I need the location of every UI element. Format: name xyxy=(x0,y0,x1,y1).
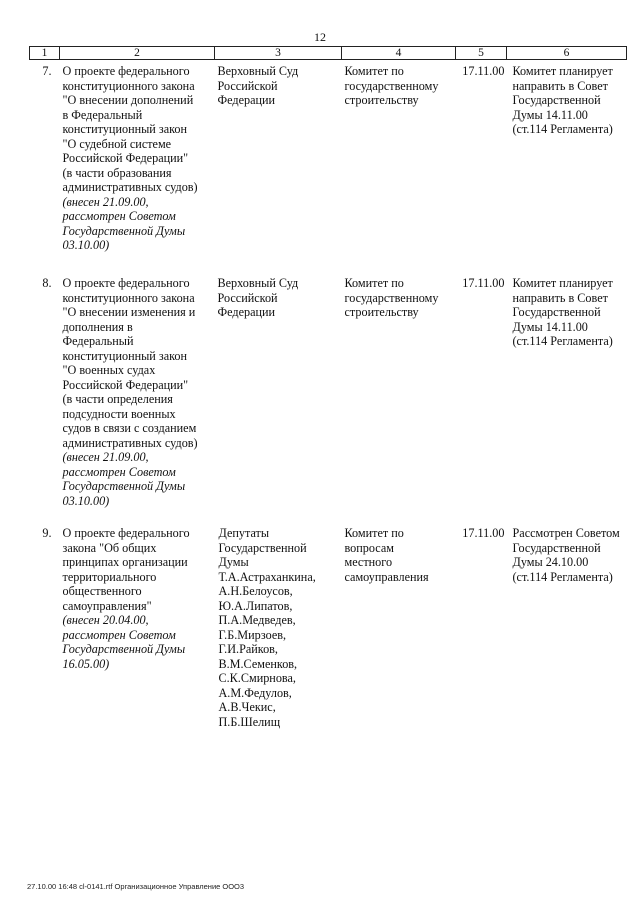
submission-note-line: Государственной Думы xyxy=(62,642,186,656)
cell-text-line: конституционного закона xyxy=(62,78,195,93)
row-number: 8. xyxy=(42,276,52,290)
cell-text-line: местного xyxy=(344,555,393,569)
submission-note-line: рассмотрен Советом xyxy=(62,627,176,642)
submission-note-line: 03.10.00) xyxy=(62,238,110,252)
cell-text-line: общественного xyxy=(62,584,142,598)
cell-text-line: Ю.А.Липатов, xyxy=(218,598,293,613)
cell-text-line: "О судебной системе xyxy=(62,136,172,151)
cell-text-line: П.А.Медведев, xyxy=(218,613,296,627)
cell-text-line: В.М.Семенков, xyxy=(218,656,298,671)
cell-text-line: (ст.114 Регламента) xyxy=(512,122,613,136)
bill-title-cell xyxy=(60,522,215,756)
header-col-6: 6 xyxy=(507,47,627,60)
cell-text-line: Государственной xyxy=(512,540,601,555)
cell-text-line: Г.Б.Мирзоев, xyxy=(218,627,287,642)
row-number: 9. xyxy=(42,526,52,540)
header-row xyxy=(30,47,627,60)
cell-text-line: Думы 14.11.00 xyxy=(512,319,588,334)
cell-text-line: самоуправления xyxy=(344,569,429,584)
committee-cell xyxy=(342,60,456,273)
cell-text-line: вопросам xyxy=(344,540,394,555)
date-cell: 17.11.00 xyxy=(462,64,505,78)
submission-note-line: 16.05.00) xyxy=(62,656,110,671)
cell-text-line: строительству xyxy=(344,305,419,319)
table-header xyxy=(30,47,627,60)
cell-text-line: А.Н.Белоусов, xyxy=(218,584,293,598)
cell-text-line: Думы 14.11.00 xyxy=(512,107,588,122)
cell-text-line: строительству xyxy=(344,93,419,107)
status-cell xyxy=(507,60,627,273)
cell-text-line: Государственной xyxy=(512,305,601,319)
cell-text-line: в Федеральный xyxy=(62,107,143,122)
cell-text-line: О проекте федерального xyxy=(62,526,190,540)
cell-text-line: административных судов) xyxy=(62,435,198,450)
cell-text-line: О проекте федерального xyxy=(62,276,190,290)
submission-note-line: Государственной Думы xyxy=(62,479,186,493)
cell-text-line: Г.И.Райков, xyxy=(218,642,278,656)
row-number: 7. xyxy=(42,64,52,78)
cell-text-line: Российской Федерации" xyxy=(62,151,189,165)
status-cell xyxy=(507,272,627,522)
cell-text-line: Федеральный xyxy=(62,334,134,348)
document-footer: 27.10.00 16:48 cl-0141.rtf Организационное Управление ООО3 xyxy=(27,882,245,891)
cell-text-line: Комитет планирует xyxy=(512,276,613,290)
submission-note-line: рассмотрен Советом xyxy=(62,464,176,479)
cell-text-line: государственному xyxy=(344,78,439,93)
cell-text-line: судов в связи с созданием xyxy=(62,421,197,435)
cell-text-line: Комитет по xyxy=(344,276,404,290)
header-col-1: 1 xyxy=(30,47,60,60)
submission-note-line: рассмотрен Советом xyxy=(62,209,176,223)
cell-text-line: Государственной xyxy=(512,93,601,107)
cell-text-line: конституционного закона xyxy=(62,290,195,305)
submission-note-line: Государственной Думы xyxy=(62,223,186,238)
committee-cell xyxy=(342,272,456,522)
cell-text-line: Комитет по xyxy=(344,64,404,78)
cell-text-line: (в части образования xyxy=(62,165,172,180)
cell-text-line: Российской xyxy=(217,78,278,93)
submission-note-line: (внесен 21.09.00, xyxy=(62,194,149,209)
committee-cell xyxy=(342,522,456,756)
bill-author-cell xyxy=(215,522,342,756)
table-row xyxy=(30,272,627,522)
cell-text-line: С.К.Смирнова, xyxy=(218,671,296,685)
cell-text-line: закона "Об общих xyxy=(62,540,157,555)
cell-text-line: Депутаты xyxy=(218,526,270,540)
cell-text-line: Российской Федерации" xyxy=(62,377,189,392)
header-col-3: 3 xyxy=(215,47,342,60)
bills-table xyxy=(29,46,627,756)
cell-text-line: самоуправления" xyxy=(62,598,152,613)
cell-text-line: Комитет по xyxy=(344,526,404,540)
submission-note-line: (внесен 20.04.00, xyxy=(62,613,149,627)
table-row xyxy=(30,522,627,756)
cell-text-line: Думы 24.10.00 xyxy=(512,555,589,569)
cell-text-line: А.М.Федулов, xyxy=(218,685,292,700)
cell-text-line: государственному xyxy=(344,290,439,305)
cell-text-line: "О военных судах xyxy=(62,363,156,377)
cell-text-line: Верховный Суд xyxy=(217,64,299,78)
cell-text-line: Федерации xyxy=(217,305,276,319)
cell-text-line: Федерации xyxy=(217,93,276,107)
header-col-2: 2 xyxy=(60,47,215,60)
cell-text-line: конституционный закон xyxy=(62,348,188,363)
date-cell: 17.11.00 xyxy=(462,526,505,540)
cell-text-line: О проекте федерального xyxy=(62,64,190,78)
page-number: 12 xyxy=(314,30,326,44)
bill-title-cell xyxy=(60,272,215,522)
cell-text-line: "О внесении дополнений xyxy=(62,93,194,107)
header-col-4: 4 xyxy=(342,47,456,60)
status-cell xyxy=(507,522,627,756)
cell-text-line: административных судов) xyxy=(62,180,198,194)
cell-text-line: конституционный закон xyxy=(62,122,188,136)
cell-text-line: территориального xyxy=(62,569,157,584)
cell-text-line: Думы xyxy=(218,555,249,569)
submission-note-line: 03.10.00) xyxy=(62,493,110,508)
bill-author-cell xyxy=(215,60,342,273)
header-col-5: 5 xyxy=(456,47,507,60)
cell-text-line: Т.А.Астраханкина, xyxy=(218,569,316,584)
cell-text-line: дополнения в xyxy=(62,319,133,334)
bill-title-cell xyxy=(60,60,215,273)
cell-text-line: П.Б.Шелищ xyxy=(218,714,281,729)
cell-text-line: Комитет планирует xyxy=(512,64,613,78)
table-body xyxy=(30,60,627,757)
bill-author-cell xyxy=(215,272,342,522)
cell-text-line: (ст.114 Регламента) xyxy=(512,569,613,584)
table-row xyxy=(30,60,627,273)
submission-note-line: (внесен 21.09.00, xyxy=(62,450,149,464)
cell-text-line: Государственной xyxy=(218,540,307,555)
cell-text-line: Рассмотрен Советом xyxy=(512,526,620,540)
cell-text-line: подсудности военных xyxy=(62,406,176,421)
cell-text-line: А.В.Чекис, xyxy=(218,700,276,714)
cell-text-line: (ст.114 Регламента) xyxy=(512,334,613,348)
cell-text-line: Верховный Суд xyxy=(217,276,299,290)
cell-text-line: направить в Совет xyxy=(512,78,608,93)
cell-text-line: (в части определения xyxy=(62,392,173,406)
cell-text-line: "О внесении изменения и xyxy=(62,305,196,319)
cell-text-line: принципах организации xyxy=(62,555,188,569)
cell-text-line: направить в Совет xyxy=(512,290,608,305)
cell-text-line: Российской xyxy=(217,290,278,305)
date-cell: 17.11.00 xyxy=(462,276,505,290)
